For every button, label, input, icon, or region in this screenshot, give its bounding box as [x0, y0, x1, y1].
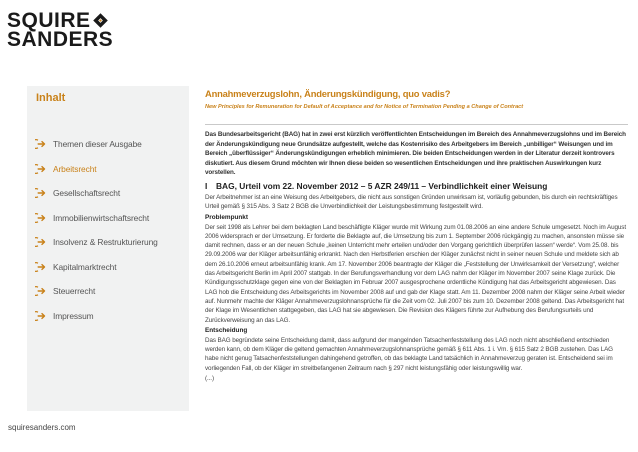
sidebar-item-insolvenz[interactable] [27, 230, 189, 255]
brand-logo [7, 11, 117, 49]
sidebar-item-label: Themen dieser Ausgabe [53, 139, 142, 150]
chevron-right-circle-icon [35, 285, 47, 297]
sidebar-item-kapitalmarktrecht[interactable] [27, 255, 189, 280]
sidebar-item-steuerrecht[interactable] [27, 279, 189, 304]
article-subtitle: New Principles for Remuneration for Default of Acceptance and for Notice of Termination Pending a Change of Contract [205, 104, 524, 110]
section-heading [205, 181, 628, 192]
sidebar-title: Inhalt [36, 92, 66, 104]
section-number: I [205, 180, 208, 191]
chevron-right-circle-icon [35, 236, 47, 248]
sidebar-item-label: Gesellschaftsrecht [53, 188, 121, 199]
section-title: BAG, Urteil vom 22. November 2012 – 5 AZR 249/11 – Verbindlichkeit einer Weisung [216, 180, 548, 191]
ellipsis: (...) [205, 375, 214, 383]
chevron-right-circle-icon [35, 212, 47, 224]
sidebar-item-immobilienwirtschaftsrecht[interactable] [27, 206, 189, 231]
article-intro: Das Bundesarbeitsgericht (BAG) hat in zwei erst kürzlich veröffentlichten Entscheidungen im Bereich des Annahmeverzugslohns und im Bereich der Änderungskündigung neue Grundsätze aufgestellt, welche das Kostenrisiko des Arbeitgebers im Bereich „unbilliger“ Weisungen und im Bereich „überflüssiger“ Änderungskündigungen erheblich minimieren. Die beiden Entscheidungen werden in der Literatur derzeit kontrovers diskutiert. Aus diesem Grund möchten wir Ihnen diese beiden so wesentlichen Entscheidungen und ihre praktischen Auswirkungen kurz vorstellen. [205, 131, 626, 177]
sidebar-item-gesellschaftsrecht[interactable] [27, 181, 189, 206]
sidebar-item-label: Immobilienwirtschaftsrecht [53, 212, 150, 223]
decision-heading: Entscheidung [205, 326, 248, 334]
article [205, 88, 628, 383]
chevron-right-circle-icon [35, 261, 47, 273]
chevron-right-circle-icon [35, 187, 47, 199]
sidebar [27, 86, 189, 411]
problem-text: Der seit 1998 als Lehrer bei dem beklagten Land beschäftigte Kläger wurde mit Wirkung zum 01.08.2006 an eine andere Schule umgesetzt. Noch im August 2006 widersprach er der Umsetzung. Er forderte die Beklagte auf, die Umsetzung bis zum 1. September 2006 rückgängig zu machen, ansonsten müsse sie damit rechnen, dass er an der neuen Schule „keinen Unterricht mehr erteilen und/oder den Vorgang gerichtlich überprüfen lassen“ werde“. Vom 25.08. bis 29.09.2006 war der Kläger arbeitsunfähig erkrankt. Nach den Herbstferien erschien der Kläger zunächst nicht in seiner neuen Schule und meldete sich ab dem 26.10.2006 erneut arbeitsunfähig krank. Am 17. November 2006 beantragte der Kläger die „Feststellung der Unwirksamkeit der Versetzung“, welcher das Arbeitsgericht Berlin im April 2007 stattgab. In der Berufungsverhandlung vor dem LAG nahm der Kläger im November 2007 seine Klage zurück. Die Kündigungsschutzklage gegen eine von der Beklagten im Februar 2007 ausgesprochene ordentliche Kündigung hat das Arbeitsgericht abgewiesen. Das LAG hob die Entscheidung des Arbeitsgerichts im November 2008 auf und gab der Klage statt. Am 11. Dezember 2008 nahm der Kläger seine Arbeit wieder auf. Nunmehr machte der Kläger Annahmeverzugslohnansprüche für die Zeit vom 02. Juli 2007 bis zum 10. Dezember 2008 geltend. Das Arbeitsgericht hat der Klage im Wesentlichen stattgegeben, das LAG hat sie abgewiesen. Die Revision des Klägers führte zur Aufhebung des Berufungsurteils und Zurückverweisung an das LAG. [205, 223, 626, 324]
website-link[interactable]: squiresanders.com [8, 423, 76, 432]
sidebar-item-label: Insolvenz & Restrukturierung [53, 237, 158, 248]
sidebar-nav [27, 132, 189, 328]
squire-sanders-mark-icon [93, 13, 108, 28]
sidebar-item-label: Kapitalmarktrecht [53, 261, 117, 272]
sidebar-item-label: Steuerrecht [53, 286, 96, 297]
brand-name-line1: SQUIRE [7, 11, 117, 30]
sidebar-item-label: Impressum [53, 310, 94, 321]
chevron-right-circle-icon [35, 138, 47, 150]
sidebar-item-themen[interactable] [27, 132, 189, 157]
decision-text: Das BAG begründete seine Entscheidung damit, dass aufgrund der mangelnden Tatsachenfeststellung des LAG noch nicht abschließend entschieden werden kann, ob dem Kläger die geltend gemachten Annahmeverzugslohnansprüche gemäß § 611 Abs. 1 i. Vm. § 615 Satz 2 BGB zustehen. Das LAG habe nicht genug Tatsachenfeststellungen dahingehend getroffen, ob das beklagte Land tatsächlich in Annahmeverzug geraten ist. Entscheidend sei im vorliegenden Fall, ob der Kläger im streitbefangenen Zeitraum nach § 297 nicht leistungsfähig oder leistungswillig war. [205, 336, 613, 372]
sidebar-item-arbeitsrecht[interactable] [27, 157, 189, 182]
article-title: Annahmeverzugslohn, Änderungskündigung, quo vadis? [205, 88, 451, 99]
sidebar-item-label: Arbeitsrecht [53, 163, 97, 174]
chevron-right-circle-icon [35, 310, 47, 322]
problem-heading: Problempunkt [205, 213, 248, 221]
divider [205, 124, 628, 125]
section-intro: Der Arbeitnehmer ist an eine Weisung des Arbeitgebers, die nicht aus sonstigen Gründen unwirksam ist, vorläufig gebunden, bis durch ein rechtskräftiges Urteil gemäß § 315 Abs. 3 Satz 2 BGB die Unverbindlichkeit der Leistungsbestimmung festgestellt wird. [205, 193, 618, 211]
brand-name-line2: SANDERS [7, 28, 114, 51]
sidebar-item-impressum[interactable] [27, 304, 189, 329]
chevron-right-circle-icon [35, 163, 47, 175]
